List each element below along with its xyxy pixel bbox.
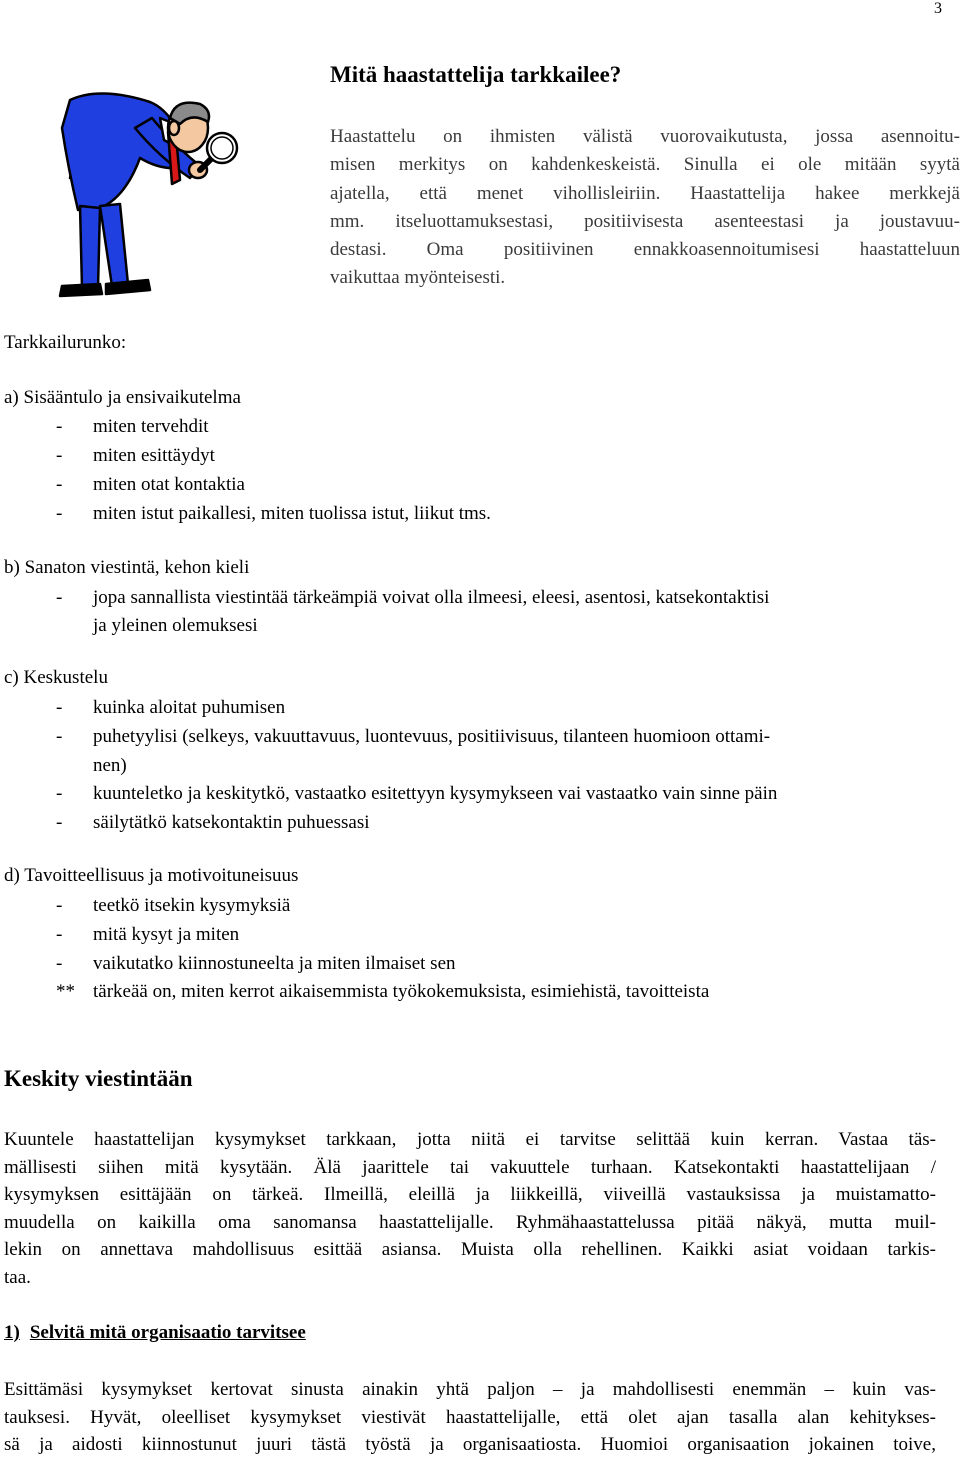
bullet-dash: - bbox=[56, 895, 63, 916]
detective-illustration bbox=[40, 88, 290, 310]
bullet-dash: - bbox=[56, 953, 63, 974]
bullet-dash: - bbox=[56, 924, 63, 945]
intro-line: Haastattelu on ihmisten välistä vuorovaikutusta, jossa asennoitu- bbox=[330, 126, 960, 147]
bullet-dash: - bbox=[56, 812, 63, 833]
bullet-dash: - bbox=[56, 726, 63, 747]
list-item: kuunteletko ja keskitytkö, vastaatko esitettyyn kysymykseen vai vastaatko vain sinne päin bbox=[93, 783, 778, 804]
list-item: jopa sannallista viestintää tärkeämpiä voivat olla ilmeesi, eleesi, asentosi, katsekontaktisi bbox=[93, 587, 770, 608]
list-item: vaikutatko kiinnostuneelta ja miten ilmaiset sen bbox=[93, 953, 456, 974]
list-item: mitä kysyt ja miten bbox=[93, 924, 240, 945]
list-item: teetkö itsekin kysymyksiä bbox=[93, 895, 291, 916]
section-a-title: a) Sisääntulo ja ensivaikutelma bbox=[4, 387, 241, 408]
suit-leg-back bbox=[80, 206, 100, 288]
focus-heading: Keskity viestintään bbox=[4, 1066, 193, 1091]
bullet-dash: - bbox=[56, 503, 63, 524]
list-item: miten esittäydyt bbox=[93, 445, 215, 466]
list-item: miten otat kontaktia bbox=[93, 474, 245, 495]
paragraph-line: Esittämäsi kysymykset kertovat sinusta ainakin yhtä paljon – ja mahdollisesti enemmän – kuin vas- bbox=[4, 1379, 936, 1400]
intro-line: mm. itseluottamuksestasi, positiivisesta asenteestasi ja joustavuu- bbox=[330, 210, 960, 232]
list-item: miten istut paikallesi, miten tuolissa istut, liikut tms. bbox=[93, 503, 491, 524]
paragraph-line: lekin on annettava mahdollisuus esittää asiansa. Muista olla rehellinen. Kaikki asiat voidaan tarkis- bbox=[4, 1239, 936, 1260]
paragraph-line: tauksesi. Hyvät, oleelliset kysymykset viestivät haastattelijalle, että olet ajan tasalla alan kehitykses- bbox=[4, 1406, 936, 1428]
list-item-continuation: ja yleinen olemuksesi bbox=[93, 615, 258, 636]
list-item: puhetyylisi (selkeys, vakuuttavuus, luontevuus, positiivisuus, tilanteen huomioon ottami- bbox=[93, 726, 771, 747]
paragraph-line: Kuuntele haastattelijan kysymykset tarkkaan, jotta niitä ei tarvitse selittää kuin kerran. Vastaa täs- bbox=[4, 1129, 936, 1150]
section-b-title: b) Sanaton viestintä, kehon kieli bbox=[4, 557, 250, 578]
page-title: Mitä haastattelija tarkkailee? bbox=[330, 62, 622, 87]
intro-line: ajatella, että menet vihollisleiriin. Haastattelija hakee merkkejä bbox=[330, 182, 960, 204]
bullet-dash: - bbox=[56, 474, 63, 495]
paragraph-line: muudella on kaikilla oma sanomansa haastattelijalle. Ryhmähaastattelussa pitää näkyä, mutta muil- bbox=[4, 1211, 936, 1233]
paragraph-line: taa. bbox=[4, 1266, 31, 1288]
paragraph-line: mällisesti siihen mitä kysytään. Älä jaarittele tai vakuuttele turhaan. Katsekontakti haastattelijaan / bbox=[4, 1156, 936, 1178]
section-1-heading bbox=[4, 1322, 306, 1344]
page-number: 3 bbox=[934, 0, 942, 17]
paragraph-line: sä ja aidosti kiinnostunut juuri tästä työstä ja organisaatiosta. Huomioi organisaation jokainen toive, bbox=[4, 1434, 936, 1455]
intro-line: destasi. Oma positiivinen ennakkoasennoitumisesi haastatteluun bbox=[330, 239, 960, 261]
ear bbox=[169, 121, 179, 135]
section-c-title: c) Keskustelu bbox=[4, 667, 108, 688]
bullet-dash: - bbox=[56, 587, 63, 608]
paragraph-line: kysymyksen esittäjään on tärkeä. Ilmeillä, eleillä ja liikkeillä, viiveillä vastauksissa ja muistamatto- bbox=[4, 1184, 936, 1205]
list-item: miten tervehdit bbox=[93, 416, 209, 437]
section-1-number: 1) bbox=[4, 1322, 20, 1343]
list-item: säilytätkö katsekontaktin puhuessasi bbox=[93, 812, 370, 833]
section-1-title: Selvitä mitä organisaatio tarvitsee bbox=[29, 1322, 306, 1343]
intro-paragraph bbox=[330, 123, 960, 293]
section-d-title: d) Tavoitteellisuus ja motivoituneisuus bbox=[4, 865, 299, 886]
shoe-back bbox=[60, 284, 102, 296]
bullet-dash: - bbox=[56, 445, 63, 466]
bullet-dash: - bbox=[56, 697, 63, 718]
focus-paragraph bbox=[4, 1126, 936, 1291]
magnifier-handle bbox=[200, 158, 212, 170]
framework-label: Tarkkailurunko: bbox=[4, 332, 127, 353]
suit-leg-front bbox=[100, 204, 128, 286]
intro-line: vaikuttaa myönteisesti. bbox=[330, 267, 506, 289]
intro-line: misen merkitys on kahdenkeskeistä. Sinulla ei ole mitään syytä bbox=[330, 154, 960, 176]
list-item-continuation: nen) bbox=[93, 755, 127, 776]
bullet-dash: - bbox=[56, 783, 63, 804]
note-text: tärkeää on, miten kerrot aikaisemmista työkokemuksista, esimiehistä, tavoitteista bbox=[93, 981, 710, 1002]
list-item: kuinka aloitat puhumisen bbox=[93, 697, 286, 718]
note-marker: ** bbox=[56, 981, 75, 1002]
bullet-dash: - bbox=[56, 416, 63, 437]
section-1-paragraph bbox=[4, 1376, 936, 1459]
